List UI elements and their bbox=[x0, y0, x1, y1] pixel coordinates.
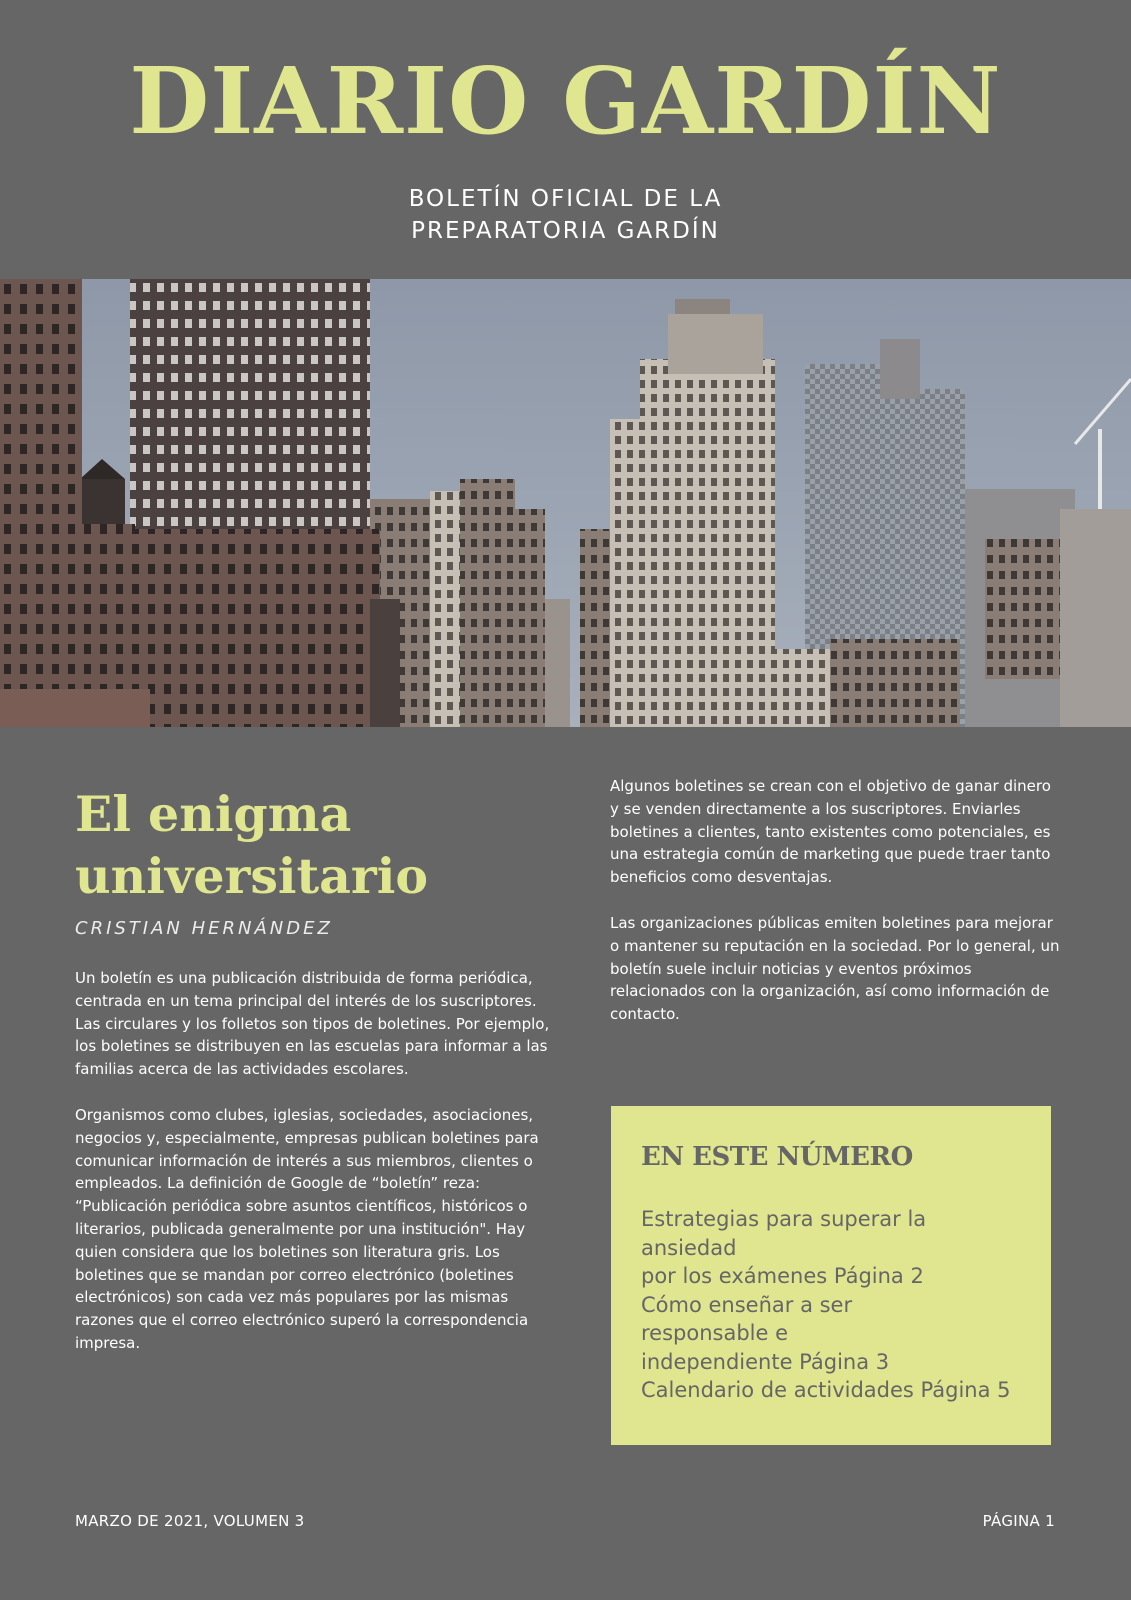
paragraph: Organismos como clubes, iglesias, sociedades, asociaciones, negocios y, especialmente, empresas publican boletines para comunicar información de interés a sus miembros, clientes o empleados. La definición de Google de “boletín” reza: “Publicación periódica sobre asuntos científicos, históricos o literarios, publicada generalmente por una institución". Hay quien considera que los boletines son literatura gris. Los boletines que se mandan por correo electrónico (boletines electrónicos) son cada vez más populares por las mismas razones que el correo electrónico superó la correspondencia impresa. bbox=[75, 1105, 539, 1352]
paragraph: Un boletín es una publicación distribuida de forma periódica, centrada en un tema principal del interés de los suscriptores. Las circulares y los folletos son tipos de boletines. Por ejemplo, los boletines se distribuyen en las escuelas para informar a las familias acerca de las actividades escolares. bbox=[75, 969, 550, 1079]
page-number: PÁGINA 1 bbox=[982, 1512, 1055, 1530]
article-right-column bbox=[610, 775, 1060, 1049]
toc-item: independiente Página 3 bbox=[641, 1349, 890, 1374]
subtitle-line-1: BOLETÍN OFICIAL DE LA bbox=[408, 186, 723, 212]
newsletter-subtitle bbox=[0, 183, 1131, 247]
toc-item: por los exámenes Página 2 bbox=[641, 1264, 924, 1288]
toc-heading: EN ESTE NÚMERO bbox=[641, 1142, 913, 1172]
toc-item: responsable e bbox=[641, 1321, 789, 1345]
issue-date-volume: MARZO DE 2021, VOLUMEN 3 bbox=[75, 1512, 305, 1530]
headline-line-2: universitario bbox=[75, 847, 429, 905]
toc-item: Calendario de actividades Página 5 bbox=[641, 1378, 1011, 1402]
article-left-column bbox=[75, 967, 550, 1378]
headline-line-1: El enigma bbox=[75, 785, 352, 843]
toc-item: Cómo enseñar a ser bbox=[641, 1292, 853, 1317]
newsletter-title: DIARIO GARDÍN bbox=[129, 47, 1002, 155]
paragraph: Algunos boletines se crean con el objetivo de ganar dinero y se venden directamente a los suscriptores. Enviarles boletines a clientes, tanto existentes como potenciales, es una estrategia común de marketing que puede traer tanto beneficios como desventajas. bbox=[610, 777, 1051, 887]
article-headline bbox=[75, 783, 535, 907]
article-author: CRISTIAN HERNÁNDEZ bbox=[75, 918, 333, 939]
subtitle-line-2: PREPARATORIA GARDÍN bbox=[411, 218, 720, 244]
toc-list bbox=[641, 1205, 1021, 1405]
table-of-contents-box bbox=[611, 1106, 1051, 1445]
toc-item: Estrategias para superar la ansiedad bbox=[641, 1207, 927, 1260]
city-skyline-photo bbox=[0, 279, 1131, 727]
paragraph: Las organizaciones públicas emiten boletines para mejorar o mantener su reputación en la sociedad. Por lo general, un boletín suele incluir noticias y eventos próximos relacionados con la organización, así como información de contacto. bbox=[610, 913, 1060, 1024]
